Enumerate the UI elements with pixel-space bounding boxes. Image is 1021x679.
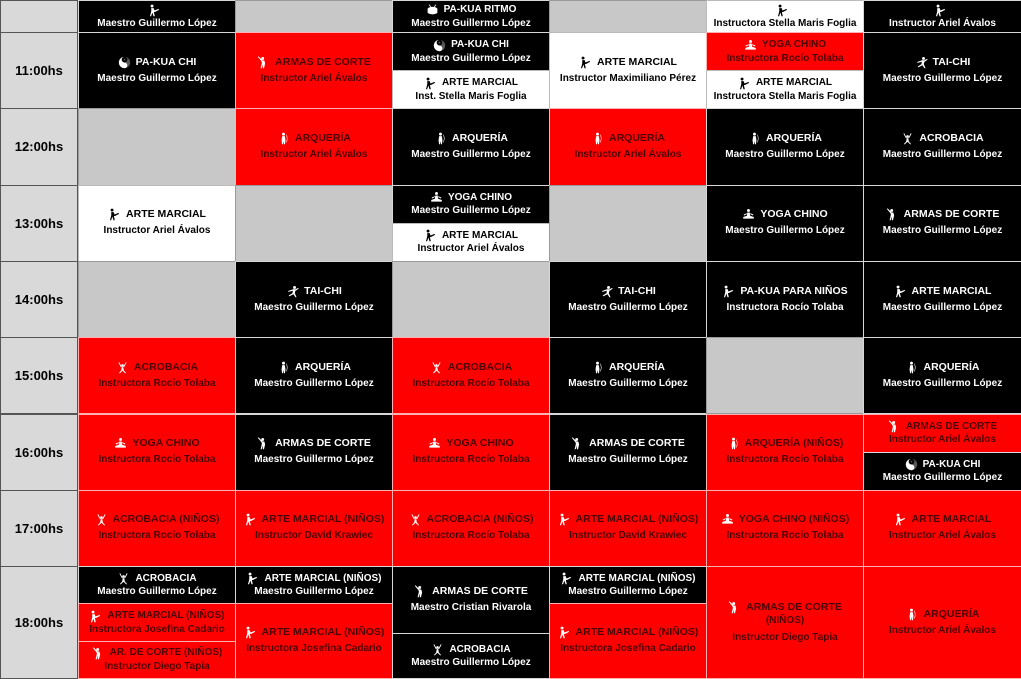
class-name: ARMAS DE CORTE <box>589 437 685 450</box>
class-name: PA-KUA PARA NIÑOS <box>740 284 848 297</box>
class-slot <box>78 566 236 604</box>
class-name: ARTE MARCIAL (NIÑOS) <box>261 513 385 526</box>
class-name: ARMAS DE CORTE <box>275 437 371 450</box>
class-title-row <box>776 4 794 17</box>
teacher-name: Instructora Rocío Tolaba <box>98 454 216 466</box>
fighter-icon <box>722 285 735 298</box>
class-slot <box>863 32 1021 109</box>
fighter-icon <box>894 513 907 526</box>
class-title-row <box>430 361 512 374</box>
class-name: ARQUERÍA <box>923 607 980 620</box>
class-name: PA-KUA CHI <box>135 55 197 68</box>
teacher-name: Instructora Rocío Tolaba <box>98 530 216 542</box>
fighter-icon <box>244 626 257 639</box>
teacher-name: Maestro Cristian Rivarola <box>410 602 532 614</box>
class-title-row <box>901 132 983 145</box>
teacher-name: Instructora Rocío Tolaba <box>412 454 530 466</box>
teacher-name: Instructor Ariel Ávalos <box>889 434 996 446</box>
class-name: ARTE MARCIAL (NIÑOS) <box>578 572 696 584</box>
class-title-row <box>428 437 513 450</box>
class-title-row <box>738 77 832 90</box>
class-name: ARQUERÍA <box>923 360 980 373</box>
class-slot <box>549 261 707 338</box>
class-name: ARQUERÍA (NIÑOS) <box>744 437 844 450</box>
class-name-line2: (NIÑOS) <box>765 614 805 626</box>
class-title-row <box>434 132 508 145</box>
class-slot <box>549 108 707 185</box>
class-title-row <box>409 513 534 526</box>
class-name: ACROBACIA <box>449 643 511 655</box>
tai-chi-icon <box>915 56 928 69</box>
class-title-row <box>591 132 665 145</box>
class-slot <box>392 566 550 634</box>
class-name: YOGA CHINO <box>760 208 828 221</box>
class-slot <box>392 32 550 71</box>
class-title-row <box>244 626 385 639</box>
class-title-row <box>558 626 699 639</box>
class-slot <box>392 185 550 224</box>
teacher-name: Instructora Rocío Tolaba <box>726 454 844 466</box>
teacher-name: Maestro Guillermo López <box>254 301 374 313</box>
class-name: YOGA CHINO <box>447 191 513 203</box>
class-slot <box>706 32 864 71</box>
empty-slot <box>706 337 864 414</box>
class-title-row <box>89 610 224 623</box>
class-name: ARMAS DE CORTE <box>903 208 1000 221</box>
empty-slot <box>235 185 393 262</box>
archer-icon <box>591 361 604 374</box>
class-name: YOGA CHINO <box>132 437 200 450</box>
class-title-row <box>579 56 677 69</box>
class-title-row <box>286 285 342 298</box>
class-name: ACROBACIA (NIÑOS) <box>426 513 534 526</box>
fighter-icon <box>776 4 789 17</box>
teacher-name: Maestro Guillermo López <box>568 586 688 598</box>
sword-fighter-icon <box>571 437 584 450</box>
class-slot <box>235 32 393 109</box>
class-slot <box>706 566 864 679</box>
teacher-name: Maestro Guillermo López <box>254 454 374 466</box>
class-name: AR. DE CORTE (NIÑOS) <box>109 647 223 659</box>
teacher-name: Instructor Diego Tapia <box>104 660 210 672</box>
fighter-icon <box>738 77 751 90</box>
class-title-row <box>430 191 512 204</box>
class-slot <box>706 0 864 33</box>
class-slot <box>392 108 550 185</box>
teacher-name: Maestro Guillermo López <box>568 377 688 389</box>
class-name: ACROBACIA <box>135 572 197 584</box>
lotus-icon <box>430 191 443 204</box>
class-slot <box>235 108 393 185</box>
class-name: TAI-CHI <box>932 55 971 68</box>
empty-slot <box>78 108 236 185</box>
class-slot <box>392 0 550 33</box>
teacher-name: Instructor Diego Tapia <box>732 631 838 643</box>
class-title-row <box>905 608 979 621</box>
class-slot <box>78 603 236 641</box>
class-title-row <box>560 572 695 585</box>
class-slot <box>78 337 236 414</box>
fighter-icon <box>934 4 947 17</box>
tai-chi-icon <box>286 285 299 298</box>
acrobat-icon <box>430 361 443 374</box>
class-name: ARMAS DE CORTE <box>432 585 528 598</box>
class-title-row <box>905 458 981 471</box>
class-name: ARMAS DE CORTE <box>905 420 998 432</box>
class-slot <box>235 261 393 338</box>
class-title-row <box>118 56 197 69</box>
class-slot <box>863 414 1021 453</box>
fighter-icon <box>560 572 573 585</box>
class-slot <box>706 261 864 338</box>
class-name: ARTE MARCIAL (NIÑOS) <box>107 610 225 622</box>
time-label: 15:00hs <box>0 337 78 414</box>
sword-fighter-icon <box>92 647 105 660</box>
archer-icon <box>277 132 290 145</box>
fighter-icon <box>424 229 437 242</box>
empty-slot <box>549 0 707 33</box>
teacher-name: Maestro Guillermo López <box>97 586 217 598</box>
class-name: ARQUERÍA <box>294 131 351 144</box>
time-label: 17:00hs <box>0 490 78 567</box>
teacher-name: Instructora Josefina Cadario <box>89 623 225 635</box>
class-name: ARTE MARCIAL (NIÑOS) <box>575 513 699 526</box>
class-name: ACROBACIA (NIÑOS) <box>112 513 220 526</box>
teacher-name: Maestro Guillermo López <box>254 377 374 389</box>
teacher-name: Instructor Ariel Ávalos <box>103 225 211 237</box>
class-name: ARTE MARCIAL <box>441 229 519 241</box>
class-name: ARTE MARCIAL (NIÑOS) <box>575 626 699 639</box>
class-name: ARQUERÍA <box>451 131 508 144</box>
archer-icon <box>591 132 604 145</box>
tai-chi-icon <box>600 285 613 298</box>
teacher-name: Instructor Ariel Ávalos <box>574 148 682 160</box>
class-title-row <box>915 56 971 69</box>
class-name: ARTE MARCIAL <box>597 55 677 68</box>
class-title-row <box>888 420 997 433</box>
time-label: 18:00hs <box>0 566 78 679</box>
class-slot <box>235 414 393 491</box>
teacher-name: Instructora Josefina Cadario <box>560 643 696 655</box>
yin-yang-icon <box>433 39 446 52</box>
fighter-icon <box>108 208 121 221</box>
archer-icon <box>727 437 740 450</box>
class-title-row <box>424 229 518 242</box>
class-name: YOGA CHINO <box>446 437 514 450</box>
class-name: ACROBACIA <box>919 131 984 144</box>
time-label: 12:00hs <box>0 108 78 185</box>
acrobat-icon <box>95 513 108 526</box>
teacher-name: Instructor David Krawiec <box>255 530 373 542</box>
lotus-icon <box>428 437 441 450</box>
class-name: ARTE MARCIAL (NIÑOS) <box>261 626 385 639</box>
teacher-name: Maestro Guillermo López <box>411 657 531 669</box>
sword-fighter-icon <box>886 208 899 221</box>
class-title-row <box>600 285 656 298</box>
class-slot <box>549 490 707 567</box>
class-title-row <box>728 601 842 614</box>
class-slot <box>392 70 550 109</box>
lotus-icon <box>114 437 127 450</box>
class-slot <box>235 337 393 414</box>
class-slot <box>78 0 236 33</box>
fighter-icon <box>424 77 437 90</box>
class-title-row <box>108 208 206 221</box>
sword-fighter-icon <box>257 437 270 450</box>
teacher-name: Inst. Stella Maris Foglia <box>415 90 527 102</box>
class-title-row <box>591 361 665 374</box>
acrobat-icon <box>901 132 914 145</box>
class-title-row <box>934 4 952 17</box>
teacher-name: Maestro Guillermo López <box>882 72 1003 84</box>
class-title-row <box>744 39 826 52</box>
class-name: ARTE MARCIAL <box>755 77 833 89</box>
class-title-row <box>257 56 371 69</box>
class-slot <box>863 108 1021 185</box>
time-label: 13:00hs <box>0 185 78 262</box>
teacher-name: Maestro Guillermo López <box>411 52 531 64</box>
class-name: ARQUERÍA <box>294 360 351 373</box>
class-slot <box>235 566 393 604</box>
class-title-row <box>894 513 992 526</box>
time-label-previous <box>0 0 78 33</box>
teacher-name: Maestro Guillermo López <box>882 148 1003 160</box>
teacher-name: Maestro Guillermo López <box>882 301 1003 313</box>
sword-fighter-icon <box>257 56 270 69</box>
class-slot <box>706 70 864 109</box>
class-title-row <box>246 572 381 585</box>
class-slot <box>706 108 864 185</box>
archer-icon <box>434 132 447 145</box>
class-title-row <box>727 437 844 450</box>
teacher-name: Maestro Guillermo López <box>725 148 845 160</box>
class-name: PA-KUA RITMO <box>443 4 517 15</box>
teacher-name: Maestro Guillermo López <box>411 148 531 160</box>
class-title-row <box>244 513 385 526</box>
class-name: ARTE MARCIAL <box>911 513 992 526</box>
class-title-row <box>277 132 351 145</box>
teacher-name: Instructora Rocío Tolaba <box>726 52 844 64</box>
teacher-name: Instructora Rocío Tolaba <box>412 530 530 542</box>
class-name: TAI-CHI <box>618 284 656 297</box>
class-slot <box>706 490 864 567</box>
class-slot <box>863 185 1021 262</box>
class-name: ARQUERÍA <box>608 131 665 144</box>
class-slot <box>863 261 1021 338</box>
archer-icon <box>905 608 918 621</box>
class-slot <box>235 490 393 567</box>
teacher-name: Instructor Ariel Ávalos <box>260 148 368 160</box>
class-slot <box>78 185 236 262</box>
class-slot <box>706 414 864 491</box>
class-title-row <box>92 647 223 660</box>
class-slot <box>78 641 236 679</box>
class-title-row <box>95 513 220 526</box>
class-slot <box>392 223 550 262</box>
class-slot <box>863 566 1021 679</box>
class-slot <box>863 452 1021 491</box>
sword-fighter-icon <box>888 420 901 433</box>
class-title-row <box>894 285 992 298</box>
class-slot <box>549 603 707 679</box>
fighter-icon <box>148 4 161 17</box>
time-label: 11:00hs <box>0 32 78 109</box>
fighter-icon <box>558 626 571 639</box>
fighter-icon <box>558 513 571 526</box>
class-name: ARMAS DE CORTE <box>275 55 371 68</box>
teacher-name: Instructor Ariel Ávalos <box>889 624 996 636</box>
empty-slot <box>392 261 550 338</box>
teacher-name: Instructora Stella Maris Foglia <box>713 17 857 29</box>
teacher-name: Maestro Guillermo López <box>568 454 688 466</box>
class-slot <box>392 490 550 567</box>
teacher-name: Maestro Guillermo López <box>411 17 531 29</box>
class-title-row <box>748 132 822 145</box>
class-slot <box>392 337 550 414</box>
class-title-row <box>414 585 528 598</box>
class-name: YOGA CHINO (NIÑOS) <box>738 513 850 526</box>
teacher-name: Maestro Guillermo López <box>254 586 374 598</box>
fighter-icon <box>894 285 907 298</box>
archer-icon <box>748 132 761 145</box>
teacher-name: Instructora Rocío Tolaba <box>726 530 844 542</box>
class-name: ACROBACIA <box>133 360 199 373</box>
fighter-icon <box>89 610 102 623</box>
class-slot <box>78 414 236 491</box>
class-title-row <box>114 437 199 450</box>
class-title-row <box>431 643 510 656</box>
class-slot <box>549 566 707 604</box>
class-slot <box>863 490 1021 567</box>
class-title-row <box>257 437 371 450</box>
teacher-name: Instructora Stella Maris Foglia <box>713 90 857 102</box>
archer-icon <box>905 361 918 374</box>
sword-fighter-icon <box>414 585 427 598</box>
teacher-name: Maestro Guillermo López <box>411 205 531 217</box>
class-title-row <box>722 285 847 298</box>
class-slot <box>706 185 864 262</box>
teacher-name: Instructor Ariel Ávalos <box>417 243 525 255</box>
class-name: ARTE MARCIAL <box>441 77 519 89</box>
class-title-row <box>117 572 196 585</box>
class-title-row <box>426 4 517 17</box>
empty-slot <box>235 0 393 33</box>
class-title-row <box>277 361 351 374</box>
archer-icon <box>277 361 290 374</box>
teacher-name: Instructor Maximiliano Pérez <box>559 72 697 84</box>
empty-slot <box>78 261 236 338</box>
drum-icon <box>426 4 439 17</box>
teacher-name: Instructor Ariel Ávalos <box>260 72 368 84</box>
sword-fighter-icon <box>728 601 741 614</box>
teacher-name: Maestro Guillermo López <box>97 17 217 29</box>
time-label: 14:00hs <box>0 261 78 338</box>
time-label: 16:00hs <box>0 414 78 491</box>
lotus-icon <box>744 39 757 52</box>
class-slot <box>549 32 707 109</box>
class-name: ARTE MARCIAL <box>126 208 206 221</box>
class-name: ARTE MARCIAL <box>911 284 992 297</box>
class-title-row <box>721 513 849 526</box>
class-slot <box>392 414 550 491</box>
class-name: TAI-CHI <box>304 284 342 297</box>
class-name: YOGA CHINO <box>761 39 827 51</box>
class-slot <box>549 337 707 414</box>
class-slot <box>863 0 1021 33</box>
teacher-name: Instructora Rocío Tolaba <box>412 377 530 389</box>
class-name: ARMAS DE CORTE <box>746 600 842 613</box>
acrobat-icon <box>117 572 130 585</box>
class-name: ARTE MARCIAL (NIÑOS) <box>264 572 382 584</box>
teacher-name: Instructora Rocío Tolaba <box>726 301 844 313</box>
class-slot <box>78 490 236 567</box>
class-slot <box>235 603 393 679</box>
yin-yang-icon <box>905 458 918 471</box>
teacher-name: Maestro Guillermo López <box>882 225 1003 237</box>
fighter-icon <box>579 56 592 69</box>
teacher-name: Maestro Guillermo López <box>97 72 217 84</box>
class-title-row <box>742 208 827 221</box>
class-name: ACROBACIA <box>447 360 513 373</box>
fighter-icon <box>244 513 257 526</box>
teacher-name: Maestro Guillermo López <box>568 301 688 313</box>
class-title-row <box>905 361 979 374</box>
lotus-icon <box>742 208 755 221</box>
class-title-row <box>433 39 509 52</box>
teacher-name: Instructor Ariel Ávalos <box>889 530 996 542</box>
class-title-row <box>148 4 166 17</box>
class-name: ARQUERÍA <box>765 131 822 144</box>
class-name: PA-KUA CHI <box>922 458 981 470</box>
class-name: PA-KUA CHI <box>451 39 509 51</box>
fighter-icon <box>246 572 259 585</box>
class-title-row <box>424 77 518 90</box>
teacher-name: Instructora Josefina Cadario <box>246 643 382 655</box>
teacher-name: Instructora Rocío Tolaba <box>98 377 216 389</box>
acrobat-icon <box>409 513 422 526</box>
class-name: ARQUERÍA <box>608 360 665 373</box>
class-title-row <box>571 437 685 450</box>
class-title-row <box>116 361 198 374</box>
class-title-row <box>886 208 1000 221</box>
yin-yang-icon <box>118 56 131 69</box>
class-slot <box>392 633 550 679</box>
teacher-name: Instructor Ariel Ávalos <box>889 17 996 29</box>
acrobat-icon <box>116 361 129 374</box>
class-title-row <box>558 513 699 526</box>
class-slot <box>549 414 707 491</box>
teacher-name: Instructor David Krawiec <box>569 530 687 542</box>
acrobat-icon <box>431 643 444 656</box>
class-slot <box>863 337 1021 414</box>
teacher-name: Maestro Guillermo López <box>725 225 845 237</box>
teacher-name: Maestro Guillermo López <box>882 377 1003 389</box>
lotus-icon <box>721 513 734 526</box>
class-slot <box>78 32 236 109</box>
teacher-name: Maestro Guillermo López <box>882 472 1003 484</box>
empty-slot <box>549 185 707 262</box>
